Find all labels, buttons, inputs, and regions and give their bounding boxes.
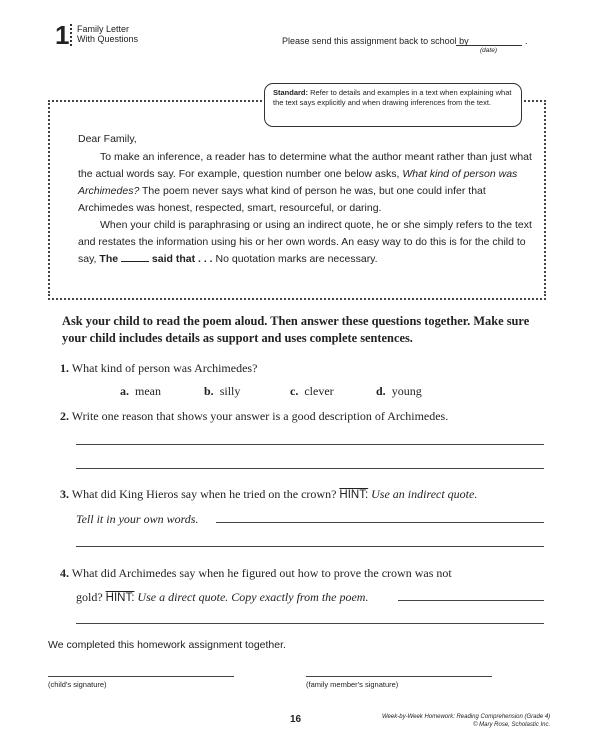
q2-text: Write one reason that shows your answer is a good description of Archimedes. bbox=[71, 409, 449, 423]
question-3 bbox=[60, 487, 477, 502]
child-signature-line[interactable] bbox=[48, 676, 234, 677]
family-signature-label: (family member's signature) bbox=[306, 680, 399, 689]
header-title-line2: With Questions bbox=[77, 34, 139, 44]
q4-hint-text: Use a direct quote. Copy exactly from the poem. bbox=[137, 590, 369, 604]
question-1 bbox=[60, 361, 257, 376]
letter-box-right bbox=[544, 100, 546, 296]
p1-text-b: The poem never says what kind of person he was, but one could infer that Archimedes was honest, respected, smart, resourceful, or daring. bbox=[78, 185, 486, 214]
lesson-number: 1 bbox=[55, 20, 70, 50]
q2-answer-line-1[interactable] bbox=[76, 444, 544, 445]
q1-number: 1. bbox=[60, 361, 69, 375]
question-2 bbox=[60, 409, 448, 424]
option-b-letter: b. bbox=[204, 384, 214, 398]
p2-text-a: When your child is paraphrasing or using an indirect quote, he or she simply refers to the text and restates the information using his or her own words. An easy way to do this is for the child to say, bbox=[78, 219, 532, 265]
name-blank bbox=[121, 261, 149, 262]
option-c[interactable] bbox=[290, 384, 334, 399]
option-c-text: clever bbox=[304, 384, 334, 398]
q3-hint-label: HINT: bbox=[339, 489, 369, 501]
p1-text-a: To make an inference, a reader has to determine what the author meant rather than just what the actual words say. For example, question number one below asks, bbox=[78, 151, 532, 180]
q2-number: 2. bbox=[60, 409, 69, 423]
q4-hint-label: HINT: bbox=[105, 592, 135, 604]
instructions: Ask your child to read the poem aloud. Then answer these questions together. Make sure your child includes details as support and uses complete sentences. bbox=[62, 314, 530, 345]
option-b[interactable] bbox=[204, 384, 240, 399]
standard-label: Standard: bbox=[273, 88, 309, 97]
letter-paragraph-2 bbox=[78, 217, 538, 268]
option-a-letter: a. bbox=[120, 384, 129, 398]
q4-answer-line-2[interactable] bbox=[76, 623, 544, 624]
send-back-text: Please send this assignment back to school by bbox=[282, 36, 469, 46]
letter-paragraph-1 bbox=[78, 149, 538, 217]
q1-text: What kind of person was Archimedes? bbox=[71, 361, 258, 375]
option-d-letter: d. bbox=[376, 384, 386, 398]
letter-greeting: Dear Family, bbox=[78, 133, 137, 145]
option-d[interactable] bbox=[376, 384, 422, 399]
completed-statement: We completed this homework assignment together. bbox=[48, 639, 286, 651]
option-b-text: silly bbox=[219, 384, 241, 398]
standard-box bbox=[264, 83, 522, 127]
q3-answer-line-1[interactable] bbox=[216, 522, 544, 523]
copyright-line-1: Week-by-Week Homework: Reading Comprehension (Grade 4) bbox=[382, 714, 551, 720]
option-a[interactable] bbox=[120, 384, 161, 399]
option-d-text: young bbox=[391, 384, 422, 398]
q3-line-2 bbox=[76, 512, 198, 527]
family-signature-line[interactable] bbox=[306, 676, 492, 677]
header-title bbox=[77, 24, 138, 44]
q4-number: 4. bbox=[60, 566, 69, 580]
q3-hint-text: Use an indirect quote. bbox=[371, 487, 478, 501]
letter-box-left bbox=[48, 100, 50, 296]
q4-text: What did Archimedes say when he figured out how to prove the crown was not bbox=[71, 566, 452, 580]
q4-answer-line-1[interactable] bbox=[398, 600, 544, 601]
p2-text-b: No quotation marks are necessary. bbox=[212, 253, 378, 265]
question-4 bbox=[60, 566, 452, 581]
date-blank[interactable] bbox=[456, 45, 522, 46]
send-back-period: . bbox=[525, 36, 528, 46]
copyright bbox=[382, 713, 550, 729]
standard-text: Refer to details and examples in a text when explaining what the text says explicitly and when drawing inferences from the text. bbox=[273, 88, 512, 107]
q2-answer-line-2[interactable] bbox=[76, 468, 544, 469]
q3-hint-text-2: Tell it in your own words. bbox=[76, 512, 199, 526]
q3-answer-line-2[interactable] bbox=[76, 546, 544, 547]
p1-italic: What kind of person was Archimedes? bbox=[78, 168, 518, 197]
header-divider bbox=[70, 24, 72, 46]
copyright-line-2: © Mary Rose, Scholastic Inc. bbox=[473, 722, 551, 728]
child-signature-label: (child's signature) bbox=[48, 680, 107, 689]
p2-bold-2: said that . . . bbox=[151, 253, 213, 265]
family-letter bbox=[78, 131, 538, 268]
q3-number: 3. bbox=[60, 487, 69, 501]
option-a-text: mean bbox=[135, 384, 161, 398]
q4-text-2: gold? bbox=[76, 590, 103, 604]
p2-bold-1: The bbox=[99, 253, 119, 265]
option-c-letter: c. bbox=[290, 384, 299, 398]
date-label: (date) bbox=[480, 47, 497, 54]
page-number: 16 bbox=[290, 714, 302, 725]
q3-text: What did King Hieros say when he tried on the crown? bbox=[71, 487, 337, 501]
header-title-line1: Family Letter bbox=[77, 24, 130, 34]
q4-line-2 bbox=[76, 590, 368, 605]
